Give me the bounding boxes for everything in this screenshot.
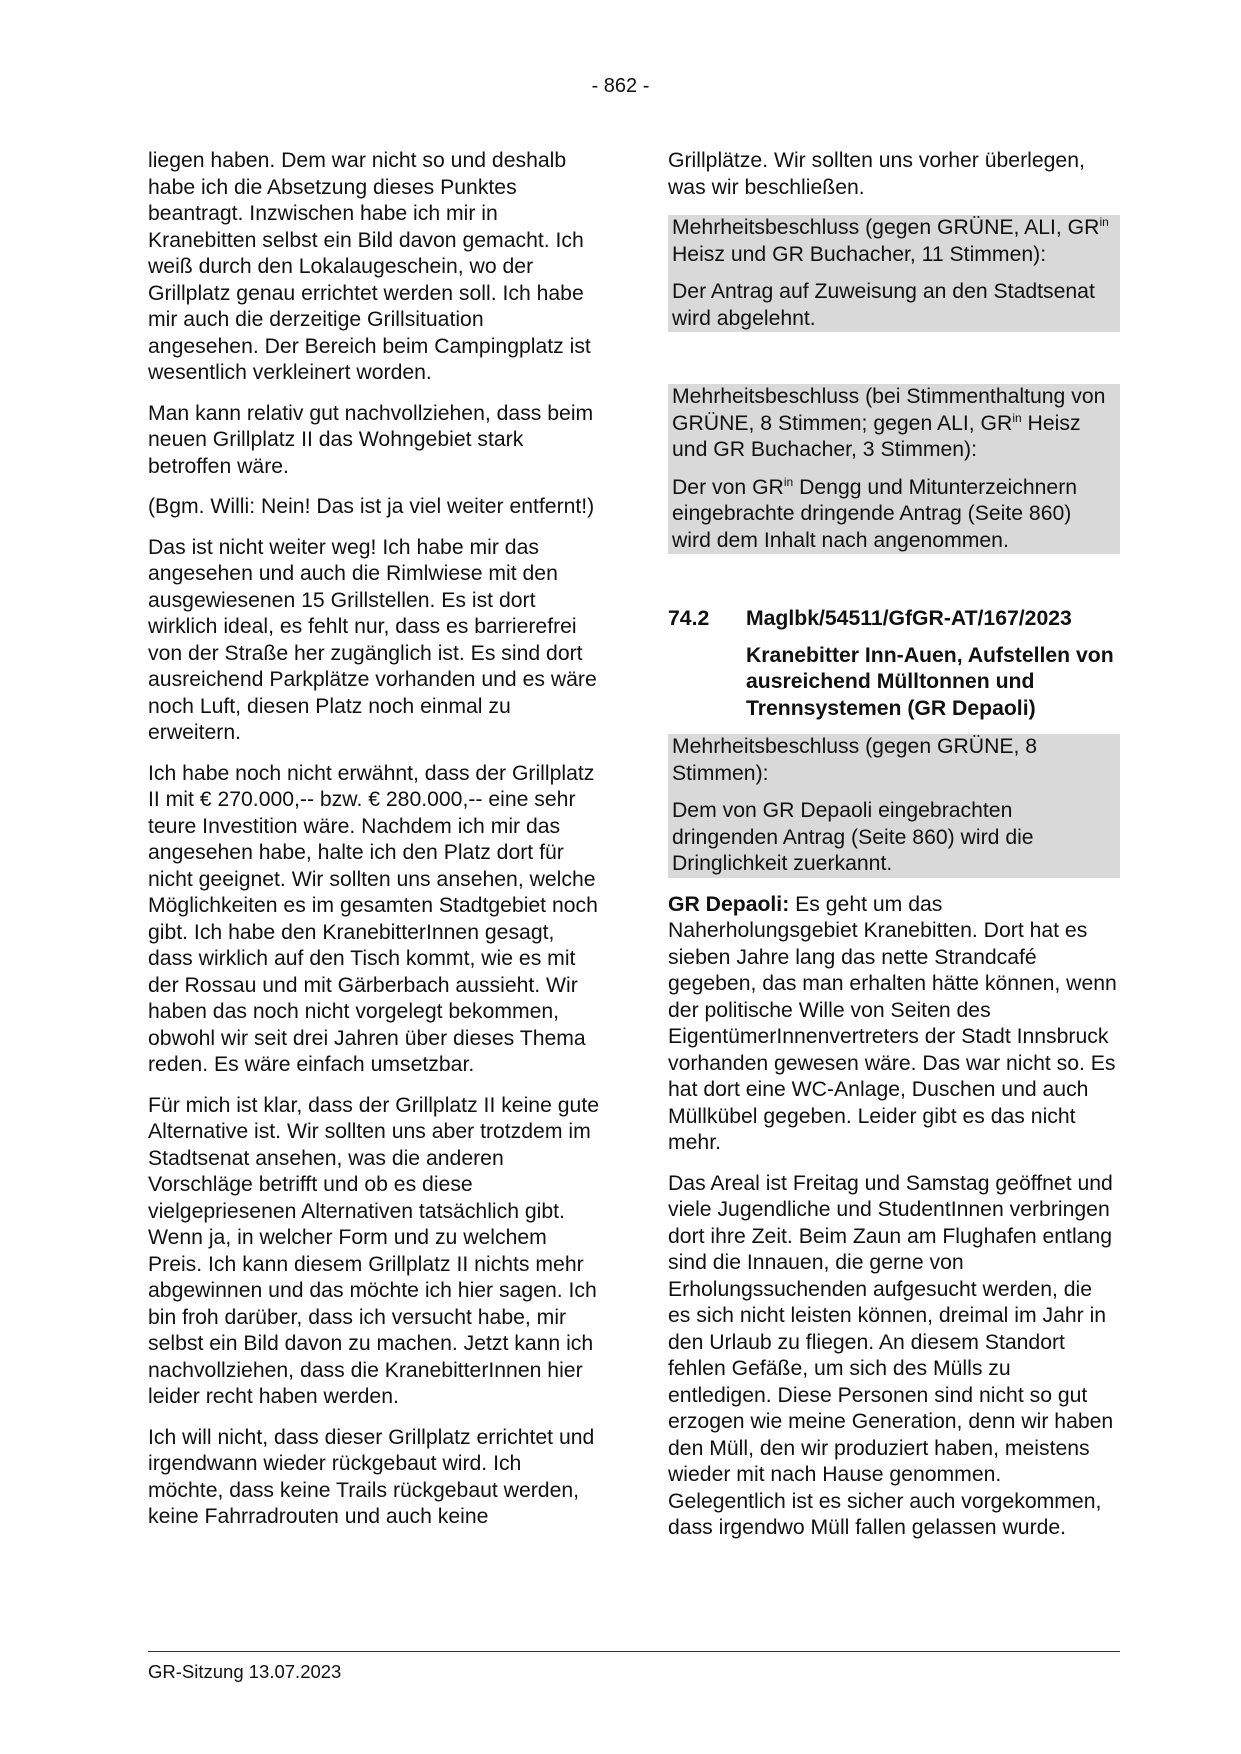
paragraph: Grillplätze. Wir sollten uns vorher überlegen, was wir beschließen.	[668, 149, 1085, 199]
paragraph: Das ist nicht weiter weg! Ich habe mir das angesehen und auch die Rimlwiese mit den ausgewiesenen 15 Grillstellen. Es ist dort wirklich ideal, es fehlt nur, dass es barrierefrei von der Straße her zugänglich ist. Es sind dort ausreichend Parkplätze vorhanden und es wäre noch Luft, diesen Platz noch einmal zu erweitern.	[148, 535, 597, 744]
paragraph: Ich will nicht, dass dieser Grillplatz errichtet und irgendwann wieder rückgebaut wird. Ich möchte, dass keine Trails rückgebaut werden, keine Fahrradrouten und auch keine	[148, 1425, 595, 1528]
right-column	[668, 148, 1120, 1556]
paragraph: Das Areal ist Freitag und Samstag geöffnet und viele Jugendliche und StudentInnen verbringen dort ihre Zeit. Beim Zaun am Flughafen entlang sind die Innauen, die gerne von Erholungssuchenden aufgesucht werden, die es sich nicht leisten können, dreimal im Jahr in den Urlaub zu fliegen. An diesem Standort fehlen Gefäße, um sich des Mülls zu entledigen. Diese Personen sind nicht so gut erzogen wie meine Generation, denn wir haben den Müll, den wir produziert haben, meistens wieder mit nach Hause genommen. Gelegentlich ist es sicher auch vorgekommen, dass irgendwo Müll fallen gelassen wurde.	[668, 1171, 1114, 1539]
agenda-item-number: 74.2	[668, 607, 710, 630]
paragraph: Man kann relativ gut nachvollziehen, dass beim neuen Grillplatz II das Wohngebiet stark betroffen wäre.	[148, 401, 594, 478]
speaker-name: GR Depaoli:	[668, 892, 790, 916]
agenda-item-reference: Maglbk/54511/GfGR-AT/167/2023	[746, 607, 1072, 630]
footer-session-date: GR-Sitzung 13.07.2023	[148, 1661, 342, 1682]
paragraph: Für mich ist klar, dass der Grillplatz II keine gute Alternative ist. Wir sollten uns aber trotzdem im Stadtsenat ansehen, was die anderen Vorschläge betrifft und ob es diese vielgepriesenen Alternativen tatsächlich gibt. Wenn ja, in welcher Form und zu welchem Preis. Ich kann diesem Grillplatz II nichts mehr abgewinnen und das möchte ich hier sagen. Ich bin froh darüber, dass ich versucht habe, mir selbst ein Bild davon zu machen. Jetzt kann ich nachvollziehen, dass die KranebitterInnen hier leider recht haben werden.	[148, 1093, 599, 1408]
page-number: - 862 -	[591, 75, 650, 97]
resolution-block	[668, 215, 1120, 332]
paragraph: liegen haben. Dem war nicht so und deshalb habe ich die Absetzung dieses Punktes beantragt. Inzwischen habe ich mir in Kranebitten selbst ein Bild davon gemacht. Ich weiß durch den Lokalaugeschein, wo der Grillplatz genau errichtet werden soll. Ich habe mir auch die derzeitige Grillsituation angesehen. Der Bereich beim Campingplatz ist wesentlich verkleinert worden.	[148, 149, 591, 384]
footer-divider	[148, 1651, 1120, 1652]
resolution-heading: Mehrheitsbeschluss (bei Stimmenthaltung von GRÜNE, 8 Stimmen; gegen ALI, $GR^{in}$ Heisz und GR Buchacher, 3 Stimmen):	[668, 384, 1120, 475]
resolution-heading: Mehrheitsbeschluss (gegen GRÜNE, 8 Stimmen):	[668, 734, 1120, 798]
resolution-block	[668, 734, 1120, 878]
paragraph: Ich habe noch nicht erwähnt, dass der Grillplatz II mit € 270.000,-- bzw. € 280.000,-- eine sehr teure Investition wäre. Nachdem ich mir das angesehen habe, halte ich den Platz dort für nicht geeignet. Wir sollten uns ansehen, welche Möglichkeiten es im gesamten Stadtgebiet noch gibt. Ich habe den KranebitterInnen gesagt, dass wirklich auf den Tisch kommt, wie es mit der Rossau und mit Gärberbach aussieht. Wir haben das noch nicht vorgelegt bekommen, obwohl wir seit drei Jahren über dieses Thema reden. Es wäre einfach umsetzbar.	[148, 761, 598, 1076]
agenda-item-heading	[668, 606, 1120, 633]
resolution-heading: Mehrheitsbeschluss (gegen GRÜNE, ALI, $GR^{in}$ Heisz und GR Buchacher, 11 Stimmen):	[668, 215, 1120, 279]
resolution-block	[668, 384, 1120, 554]
resolution-result: Dem von GR Depaoli eingebrachten dringenden Antrag (Seite 860) wird die Dringlichkeit zuerkannt.	[668, 798, 1120, 878]
resolution-result: Der von $GR^{in}$ Dengg und Mitunterzeichnern eingebrachte dringende Antrag (Seite 860) wird dem Inhalt nach angenommen.	[668, 475, 1120, 555]
agenda-item-title: Kranebitter Inn-Auen, Aufstellen von ausreichend Mülltonnen und Trennsystemen (GR Depaoli)	[746, 643, 1114, 720]
resolution-result: Der Antrag auf Zuweisung an den Stadtsenat wird abgelehnt.	[668, 279, 1120, 332]
left-column	[148, 148, 600, 1545]
paragraph: GR Depaoli: Es geht um das Naherholungsgebiet Kranebitten. Dort hat es sieben Jahre lang das nette Strandcafé gegeben, das man erhalten hätte können, wenn der politische Wille von Seiten des EigentümerInnenvertreters der Stadt Innsbruck vorhanden gewesen wäre. Das war nicht so. Es hat dort eine WC-Anlage, Duschen und auch Müllkübel gegeben. Leider gibt es das nicht mehr.	[668, 892, 1117, 1154]
interjection: (Bgm. Willi: Nein! Das ist ja viel weiter entfernt!)	[148, 495, 595, 518]
